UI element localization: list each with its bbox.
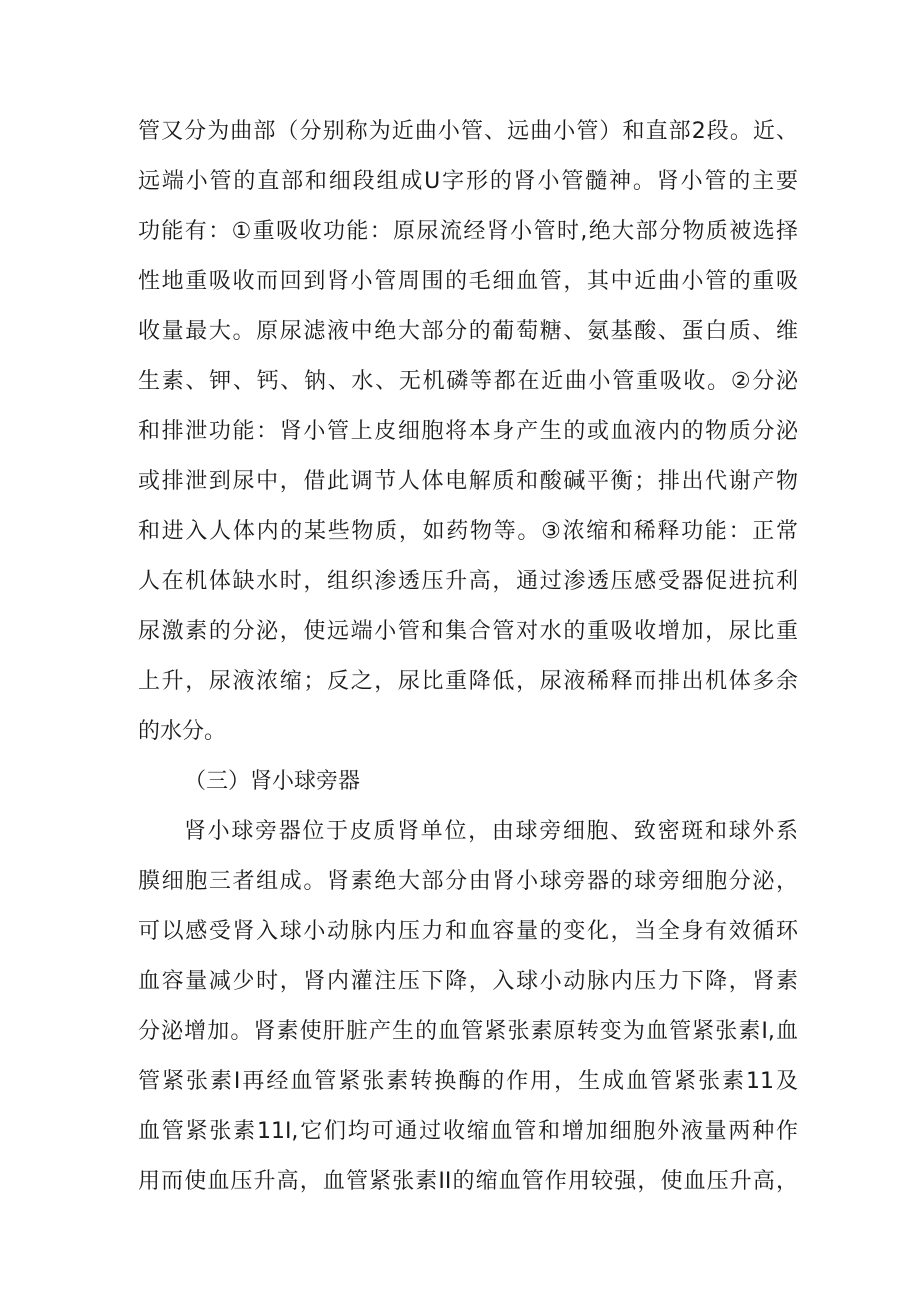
paragraph-1-line-5: 收量最大。原尿滤液中绝大部分的葡萄糖、氨基酸、蛋白质、维 [138, 319, 798, 344]
paragraph-1-line-13: 的水分。 [138, 719, 227, 744]
paragraph-1-line-2: 远端小管的直部和细段组成U字形的肾小管髓神。肾小管的主要 [138, 169, 798, 194]
paragraph-1-line-7: 和排泄功能：肾小管上皮细胞将本身产生的或血液内的物质分泌 [138, 419, 798, 444]
paragraph-1-line-11: 尿激素的分泌，使远端小管和集合管对水的重吸收增加，尿比重 [138, 619, 798, 644]
paragraph-1-line-9: 和进入人体内的某些物质，如药物等。③浓缩和稀释功能：正常 [138, 519, 798, 544]
section-heading: （三）肾小球旁器 [184, 769, 361, 794]
paragraph-1-line-1: 管又分为曲部（分别称为近曲小管、远曲小管）和直部2段。近、 [138, 119, 798, 144]
paragraph-2-line-8: 用而使血压升高，血管紧张素II的缩血管作用较强，使血压升高， [138, 1169, 798, 1194]
paragraph-2-line-3: 可以感受肾入球小动脉内压力和血容量的变化，当全身有效循环 [138, 919, 798, 944]
paragraph-2-line-4: 血容量减少时，肾内灌注压下降，入球小动脉内压力下降，肾素 [138, 969, 798, 994]
paragraph-1-line-4: 性地重吸收而回到肾小管周围的毛细血管，其中近曲小管的重吸 [138, 269, 798, 294]
paragraph-1-line-12: 上升，尿液浓缩；反之，尿比重降低，尿液稀释而排出机体多余 [138, 669, 798, 694]
paragraph-1-line-6: 生素、钾、钙、钠、水、无机磷等都在近曲小管重吸收。②分泌 [138, 369, 798, 394]
paragraph-2-line-5: 分泌增加。肾素使肝脏产生的血管紧张素原转变为血管紧张素I,血 [138, 1019, 798, 1044]
paragraph-2-line-1: 肾小球旁器位于皮质肾单位，由球旁细胞、致密斑和球外系 [184, 819, 798, 844]
paragraph-1-line-10: 人在机体缺水时，组织渗透压升高，通过渗透压感受器促进抗利 [138, 569, 798, 594]
paragraph-1-line-3: 功能有：①重吸收功能：原尿流经肾小管时,绝大部分物质被选择 [138, 219, 798, 244]
paragraph-2-line-7: 血管紧张素11I,它们均可通过收缩血管和增加细胞外液量两种作 [138, 1119, 798, 1144]
paragraph-2-line-6: 管紧张素I再经血管紧张素转换酶的作用，生成血管紧张素11及 [138, 1069, 798, 1094]
paragraph-2-line-2: 膜细胞三者组成。肾素绝大部分由肾小球旁器的球旁细胞分泌， [138, 869, 798, 894]
paragraph-1-line-8: 或排泄到尿中，借此调节人体电解质和酸碱平衡；排出代谢产物 [138, 469, 798, 494]
